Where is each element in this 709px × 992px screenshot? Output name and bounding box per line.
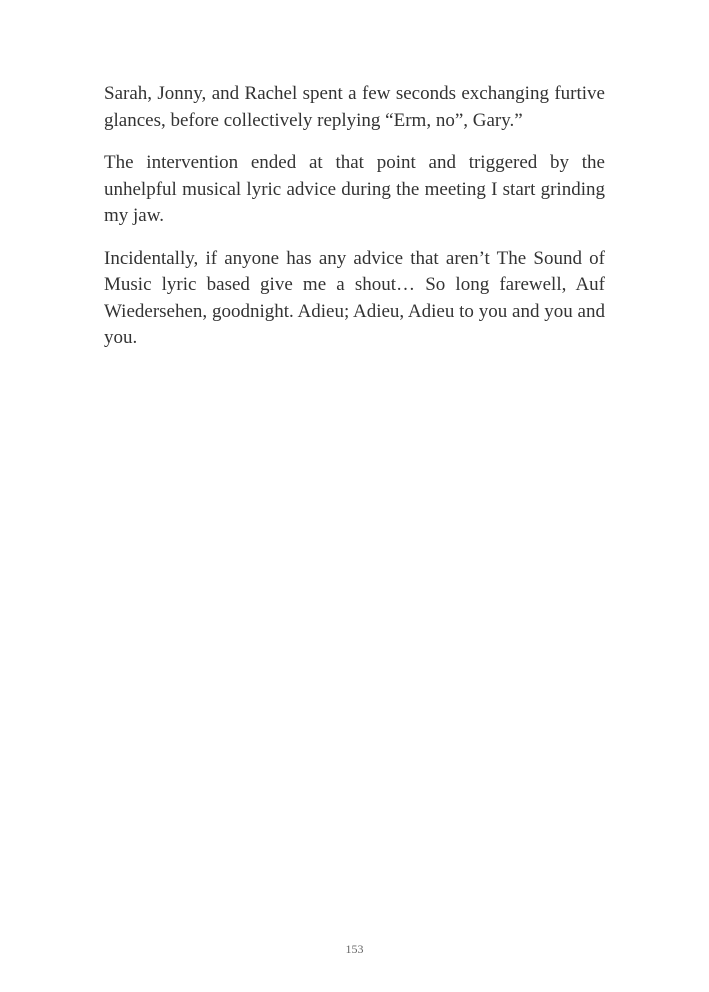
body-text xyxy=(104,81,605,368)
paragraph-1: Sarah, Jonny, and Rachel spent a few seconds exchanging furtive glances, before collectively replying “Erm, no”, Gary.” xyxy=(104,83,605,131)
paragraph-2: The intervention ended at that point and triggered by the unhelpful musical lyric advice during the meeting I start grinding my jaw. xyxy=(104,152,605,226)
page-number: 153 xyxy=(345,942,364,956)
paragraph-3: Incidentally, if anyone has any advice that aren’t The Sound of Music lyric based give me a shout… So long farewell, Auf Wiedersehen, goodnight. Adieu; Adieu, Adieu to you and you and you. xyxy=(104,247,605,348)
